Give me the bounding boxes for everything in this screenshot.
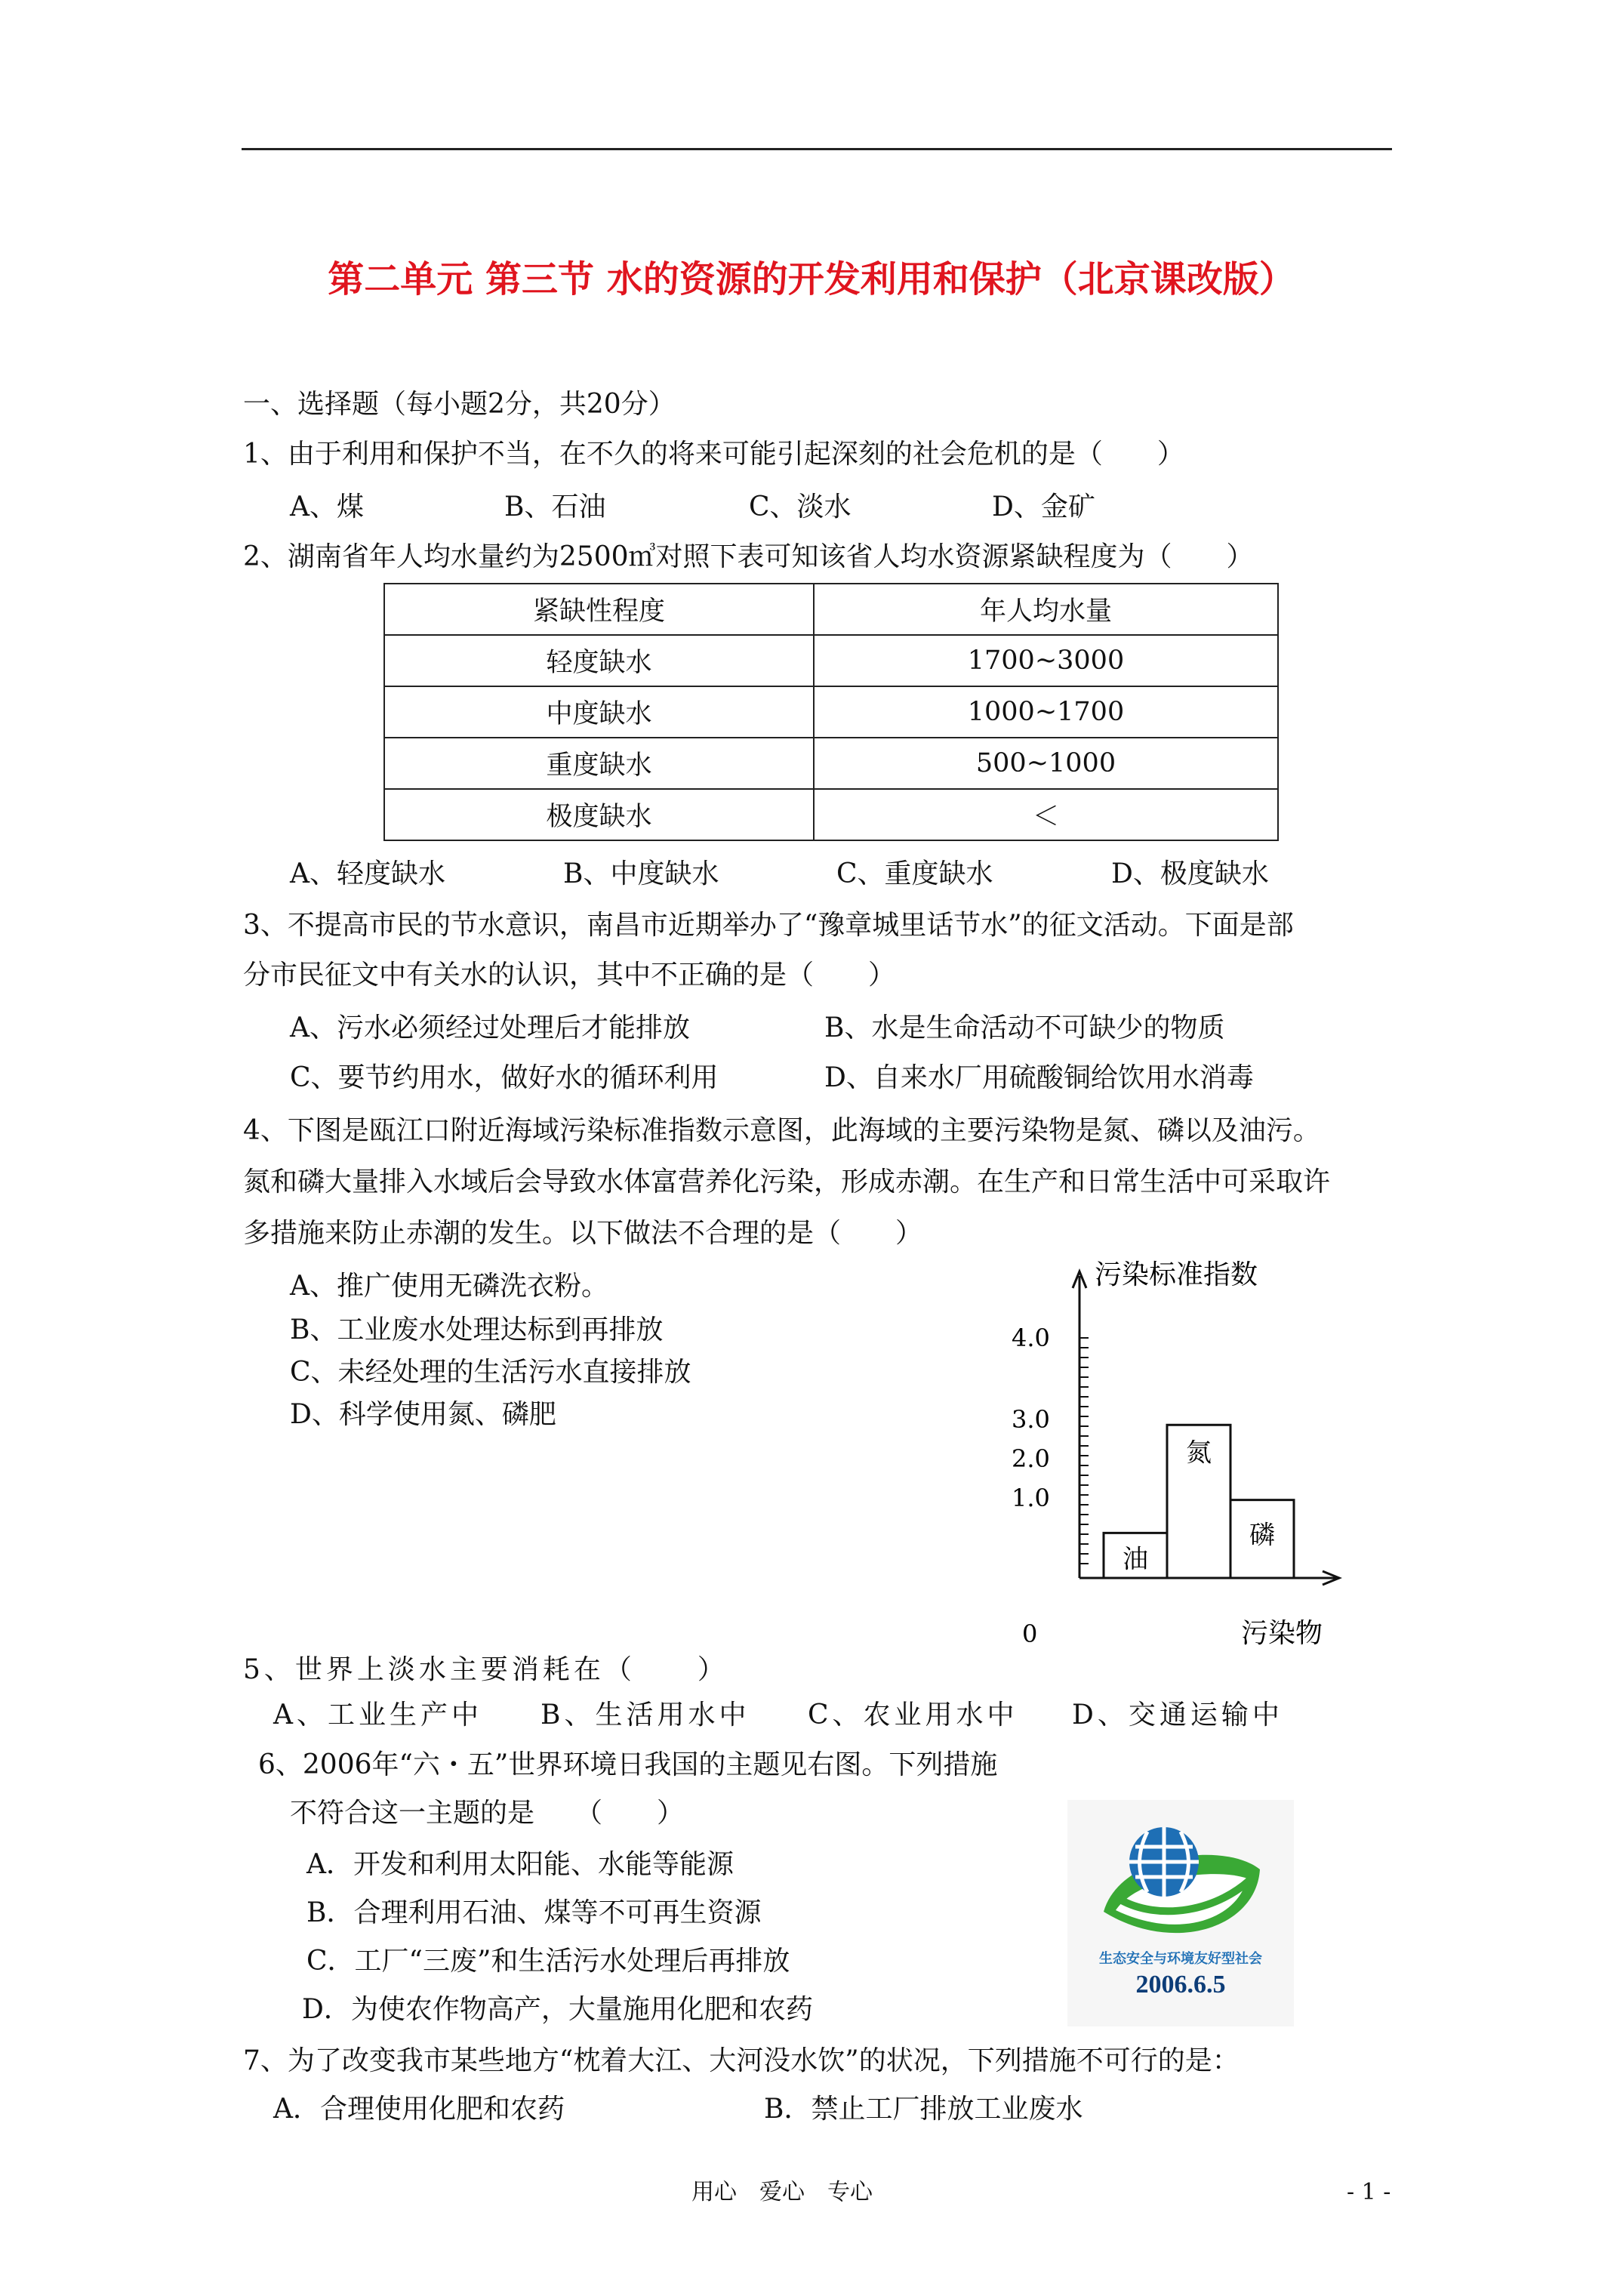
bar-label: 磷 <box>1249 1520 1275 1551</box>
table-header-cell: 紧缺性程度 <box>384 584 814 635</box>
q2-option-d: D、极度缺水 <box>1111 858 1269 889</box>
y-tick-label: 4.0 <box>1012 1324 1050 1352</box>
q5-option-d: D、交通运输中 <box>1072 1700 1283 1730</box>
logo-date: 2006.6.5 <box>1135 1971 1226 1999</box>
q6-option-c: C．工厂“三废”和生活污水处理后再排放 <box>306 1946 790 1977</box>
y-axis-label: 污染标准指数 <box>1095 1259 1258 1290</box>
q7-option-a: A．合理使用化肥和农药 <box>273 2094 565 2125</box>
q4-stem-line1: 4、下图是瓯江口附近海域污染标准指数示意图，此海域的主要污染物是氮、磷以及油污。 <box>243 1115 1320 1146</box>
bar-label: 氮 <box>1186 1438 1212 1469</box>
q6-option-a: A．开发和利用太阳能、水能等能源 <box>306 1849 734 1880</box>
origin-label: 0 <box>1022 1620 1038 1648</box>
q7-stem: 7、为了改变我市某些地方“枕着大江、大河没水饮”的状况，下列措施不可行的是： <box>243 2045 1240 2076</box>
q3-option-c: C、要节约用水，做好水的循环利用 <box>290 1062 719 1093</box>
q1-option-b: B、石油 <box>504 492 606 522</box>
q6-option-b: B．合理利用石油、煤等不可再生资源 <box>306 1897 762 1928</box>
q4-stem-line2: 氮和磷大量排入水域后会导致水体富营养化污染，形成赤潮。在生产和日常生活中可采取许 <box>243 1166 1331 1197</box>
y-tick-label: 2.0 <box>1012 1444 1050 1473</box>
table-cell: 中度缺水 <box>384 686 814 738</box>
x-axis-label: 污染物 <box>1241 1618 1323 1649</box>
footer-motto: 用心 爱心 专心 <box>691 2179 873 2205</box>
bar-label: 油 <box>1123 1544 1148 1575</box>
table-row <box>384 635 1278 686</box>
q4-option-b: B、工业废水处理达标到再排放 <box>290 1314 664 1345</box>
table-cell: ＜ <box>814 789 1278 840</box>
q3-option-d: D、自来水厂用硫酸铜给饮用水消毒 <box>824 1062 1254 1093</box>
q5-option-b: B、生活用水中 <box>540 1700 750 1730</box>
q1-option-a: A、煤 <box>290 492 364 522</box>
q6-stem-line2: 不符合这一主题的是 （ ） <box>290 1798 685 1829</box>
q5-option-c: C、农业用水中 <box>808 1700 1018 1730</box>
table-cell: 极度缺水 <box>384 789 814 840</box>
table-cell: 轻度缺水 <box>384 635 814 686</box>
section-heading: 一、选择题（每小题2分，共20分） <box>243 389 676 420</box>
q7-option-b: B．禁止工厂排放工业废水 <box>764 2094 1083 2125</box>
q4-option-d: D、科学使用氮、磷肥 <box>290 1399 556 1430</box>
q5-stem: 5、世界上淡水主要消耗在（ ） <box>243 1654 728 1685</box>
q1-option-d: D、金矿 <box>992 492 1095 522</box>
scarcity-table <box>383 583 1279 841</box>
q1-stem: 1、由于利用和保护不当，在不久的将来可能引起深刻的社会危机的是（ ） <box>243 439 1184 470</box>
table-row <box>384 686 1278 738</box>
table-cell: 1000~1700 <box>814 686 1278 738</box>
y-tick-label: 3.0 <box>1012 1405 1050 1434</box>
q1-option-c: C、淡水 <box>749 492 852 522</box>
pollution-index-chart <box>974 1253 1366 1661</box>
q3-stem-line1: 3、不提高市民的节水意识，南昌市近期举办了“豫章城里话节水”的征文活动。下面是部 <box>243 910 1294 941</box>
table-cell: 1700~3000 <box>814 635 1278 686</box>
environment-day-logo <box>1067 1800 1294 2026</box>
q3-option-b: B、水是生命活动不可缺少的物质 <box>824 1012 1225 1043</box>
header-rule <box>242 148 1392 150</box>
q3-stem-line2: 分市民征文中有关水的认识，其中不正确的是（ ） <box>243 960 896 991</box>
chart-layer <box>1012 1259 1339 1649</box>
q2-stem: 2、湖南省年人均水量约为2500㎥对照下表可知该省人均水资源紧缺程度为（ ） <box>243 541 1254 572</box>
y-tick-label: 1.0 <box>1012 1484 1050 1512</box>
q4-option-a: A、推广使用无磷洗衣粉。 <box>290 1271 608 1302</box>
q4-stem-line3: 多措施来防止赤潮的发生。以下做法不合理的是（ ） <box>243 1218 923 1249</box>
table-row <box>384 789 1278 840</box>
q2-option-c: C、重度缺水 <box>836 858 993 889</box>
table-header-row <box>384 584 1278 635</box>
q6-option-d: D．为使农作物高产，大量施用化肥和农药 <box>302 1994 813 2025</box>
q6-stem-line1: 6、2006年“六・五”世界环境日我国的主题见右图。下列措施 <box>258 1749 998 1780</box>
table-row <box>384 738 1278 789</box>
page-number: - 1 - <box>1347 2179 1391 2205</box>
page-title: 第二单元 第三节 水的资源的开发利用和保护（北京课改版） <box>328 258 1295 300</box>
logo-slogan: 生态安全与环境友好型社会 <box>1099 1951 1262 1967</box>
q2-option-a: A、轻度缺水 <box>290 858 445 889</box>
q4-option-c: C、未经处理的生活污水直接排放 <box>290 1357 691 1388</box>
table-cell: 500~1000 <box>814 738 1278 789</box>
q2-option-b: B、中度缺水 <box>563 858 719 889</box>
q3-option-a: A、污水必须经过处理后才能排放 <box>290 1012 690 1043</box>
q5-option-a: A、工业生产中 <box>273 1700 482 1730</box>
table-cell: 重度缺水 <box>384 738 814 789</box>
table-header-cell: 年人均水量 <box>814 584 1278 635</box>
